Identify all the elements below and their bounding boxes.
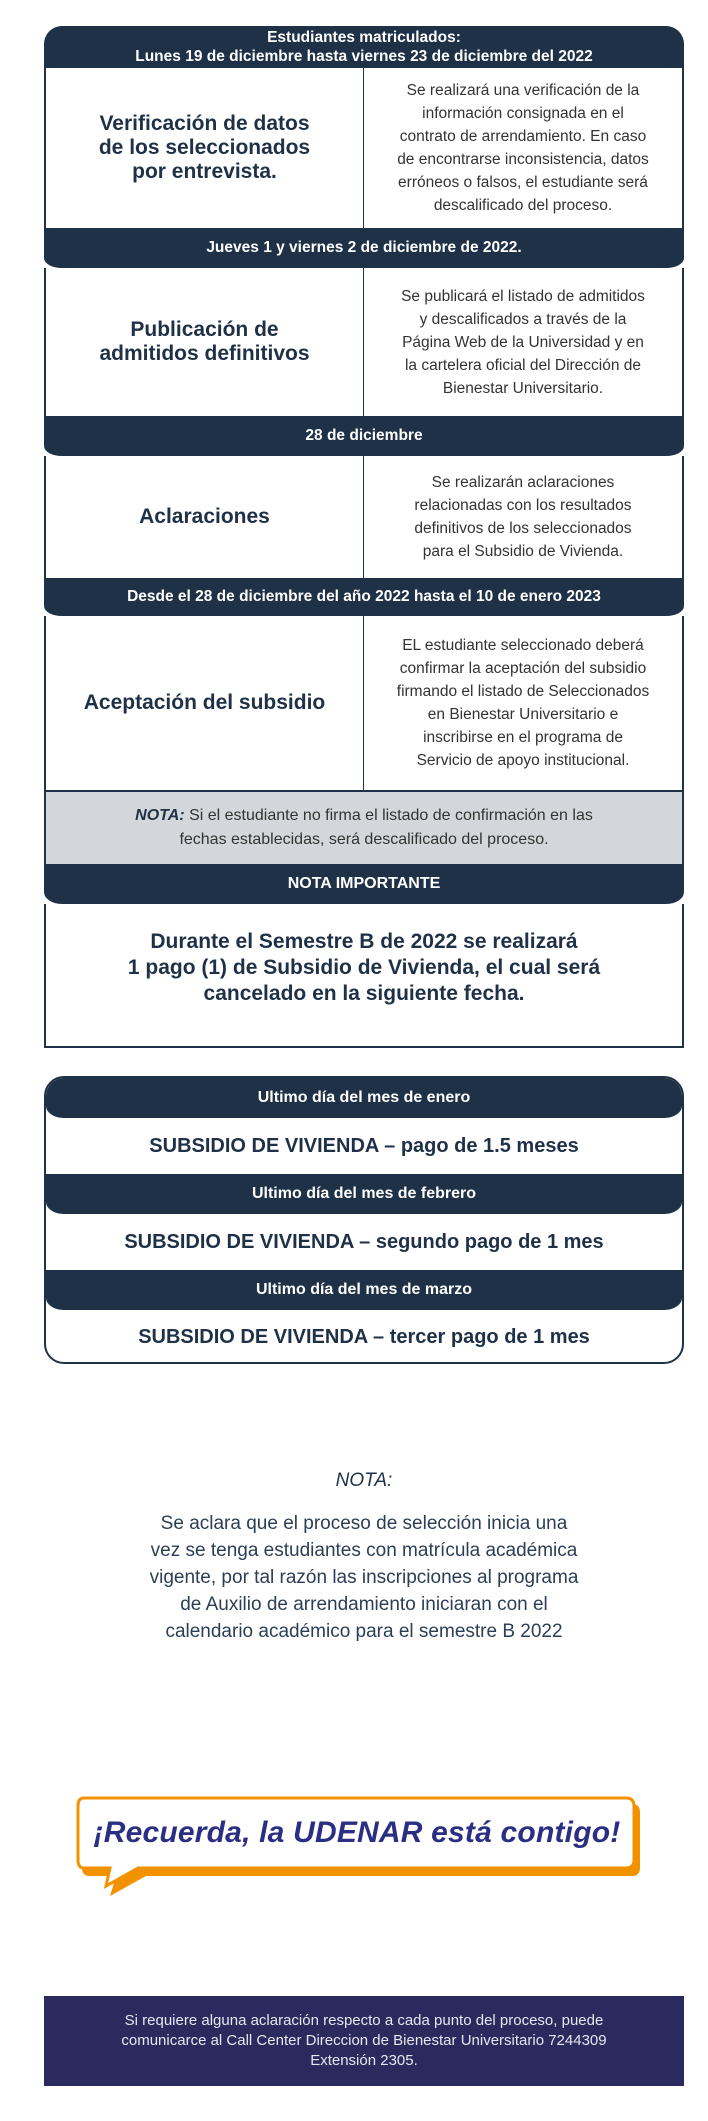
- footer-line: Si requiere alguna aclaración respecto a cada punto del proceso, puede: [124, 2012, 604, 2029]
- title-line: de los seleccionados: [98, 136, 311, 159]
- nota-importante-header: [44, 864, 684, 904]
- footer-contact: [44, 1996, 684, 2086]
- desc-line: en Bienestar Universitario e: [427, 706, 619, 723]
- payment-date-1: [46, 1174, 682, 1214]
- desc-line: descalificado del proceso.: [433, 197, 613, 214]
- step-description: [364, 68, 682, 228]
- date-label: Ultimo día del mes de enero: [257, 1089, 471, 1106]
- step-title: [46, 616, 364, 790]
- header-line: Jueves 1 y viernes 2 de diciembre de 2022.: [206, 239, 522, 256]
- desc-line: erróneos o falsos, el estudiante será: [398, 174, 648, 191]
- header-line: Lunes 19 de diciembre hasta viernes 23 de diciembre del 2022: [135, 48, 593, 65]
- desc-line: información consignada en el: [422, 105, 624, 122]
- desc-line: EL estudiante seleccionado deberá: [402, 637, 644, 654]
- payments-table: [44, 1076, 684, 1364]
- body-line: Durante el Semestre B de 2022 se realizará: [150, 930, 578, 953]
- header-line: 28 de diciembre: [305, 427, 423, 444]
- title-line: admitidos definitivos: [99, 342, 310, 365]
- desc-line: Página Web de la Universidad y en: [402, 333, 644, 351]
- body-line: vigente, por tal razón las inscripciones al programa: [149, 1567, 579, 1588]
- payment-label-2: SUBSIDIO DE VIVIENDA – tercer pago de 1 mes: [138, 1325, 590, 1348]
- payment-label-1: SUBSIDIO DE VIVIENDA – segundo pago de 1 mes: [124, 1230, 604, 1253]
- header-line: NOTA IMPORTANTE: [287, 875, 441, 892]
- desc-line: la cartelera oficial del Dirección de: [404, 356, 642, 374]
- desc-line: Bienestar Universitario.: [442, 379, 604, 397]
- desc-line: Se publicará el listado de admitidos: [401, 287, 645, 305]
- step-description: [364, 456, 682, 578]
- desc-line: inscribirse en el programa de: [423, 729, 623, 746]
- header-line: Desde el 28 de diciembre del año 2022 hasta el 10 de enero 2023: [127, 588, 601, 605]
- body-line: de Auxilio de arrendamiento iniciaran con el: [180, 1594, 548, 1615]
- header-line: Estudiantes matriculados:: [267, 29, 461, 46]
- schedule-row-0: [44, 68, 684, 228]
- body-line: calendario académico para el semestre B 2022: [165, 1621, 563, 1642]
- desc-line: Servicio de apoyo institucional.: [416, 752, 630, 769]
- nota-box: [44, 790, 684, 864]
- nota-text: fechas establecidas, será descalificado del proceso.: [179, 831, 549, 848]
- step-description: [364, 616, 682, 790]
- step-description: [364, 268, 682, 416]
- desc-line: Se realizarán aclaraciones: [431, 474, 615, 491]
- nota-text: Si el estudiante no firma el listado de confirmación en las: [184, 807, 593, 824]
- body-line: 1 pago (1) de Subsidio de Vivienda, el cual será: [127, 956, 601, 979]
- title-line: Verificación de datos: [99, 112, 310, 135]
- desc-line: y descalificados a través de la: [419, 310, 627, 328]
- payment-date-0: [46, 1078, 682, 1118]
- schedule-header-1: [44, 228, 684, 268]
- desc-line: confirmar la aceptación del subsidio: [399, 660, 647, 677]
- nota-label: NOTA:: [135, 807, 185, 824]
- schedule-row-1: [44, 268, 684, 416]
- slogan-text: ¡Recuerda, la UDENAR está contigo!: [93, 1816, 621, 1849]
- desc-line: definitivos de los seleccionados: [414, 520, 632, 537]
- desc-line: para el Subsidio de Vivienda.: [422, 543, 624, 560]
- schedule-header-0: [44, 26, 684, 68]
- title-line: Aceptación del subsidio: [83, 691, 326, 714]
- desc-line: firmando el listado de Seleccionados: [396, 683, 650, 700]
- title-line: Publicación de: [130, 318, 279, 341]
- title-line: por entrevista.: [132, 160, 277, 183]
- schedule-row-3: [44, 616, 684, 790]
- body-line: Se aclara que el proceso de selección inicia una: [160, 1513, 568, 1534]
- step-title: [46, 456, 364, 578]
- schedule-header-3: [44, 578, 684, 616]
- nota-final: [80, 1470, 648, 1645]
- desc-line: Se realizará una verificación de la: [406, 82, 640, 99]
- slogan-bubble: [76, 1796, 646, 1906]
- nota-final-label: NOTA:: [335, 1470, 393, 1491]
- desc-line: de encontrarse inconsistencia, datos: [397, 151, 649, 168]
- schedule-header-2: [44, 416, 684, 456]
- step-title: [46, 68, 364, 228]
- payment-date-2: [46, 1270, 682, 1310]
- payment-label-0: SUBSIDIO DE VIVIENDA – pago de 1.5 meses: [149, 1134, 579, 1157]
- date-label: Ultimo día del mes de febrero: [251, 1185, 477, 1202]
- body-line: cancelado en la siguiente fecha.: [203, 982, 525, 1005]
- desc-line: relacionadas con los resultados: [414, 497, 632, 514]
- date-label: Ultimo día del mes de marzo: [255, 1281, 473, 1298]
- title-line: Aclaraciones: [139, 505, 270, 528]
- footer-line: comunicarce al Call Center Direccion de Bienestar Universitario 7244309: [121, 2032, 607, 2049]
- step-title: [46, 268, 364, 416]
- schedule-row-2: [44, 456, 684, 578]
- body-line: vez se tenga estudiantes con matrícula académica: [150, 1540, 578, 1561]
- desc-line: contrato de arrendamiento. En caso: [399, 128, 647, 145]
- footer-line: Extensión 2305.: [310, 2052, 418, 2069]
- nota-importante-body: [44, 904, 684, 1048]
